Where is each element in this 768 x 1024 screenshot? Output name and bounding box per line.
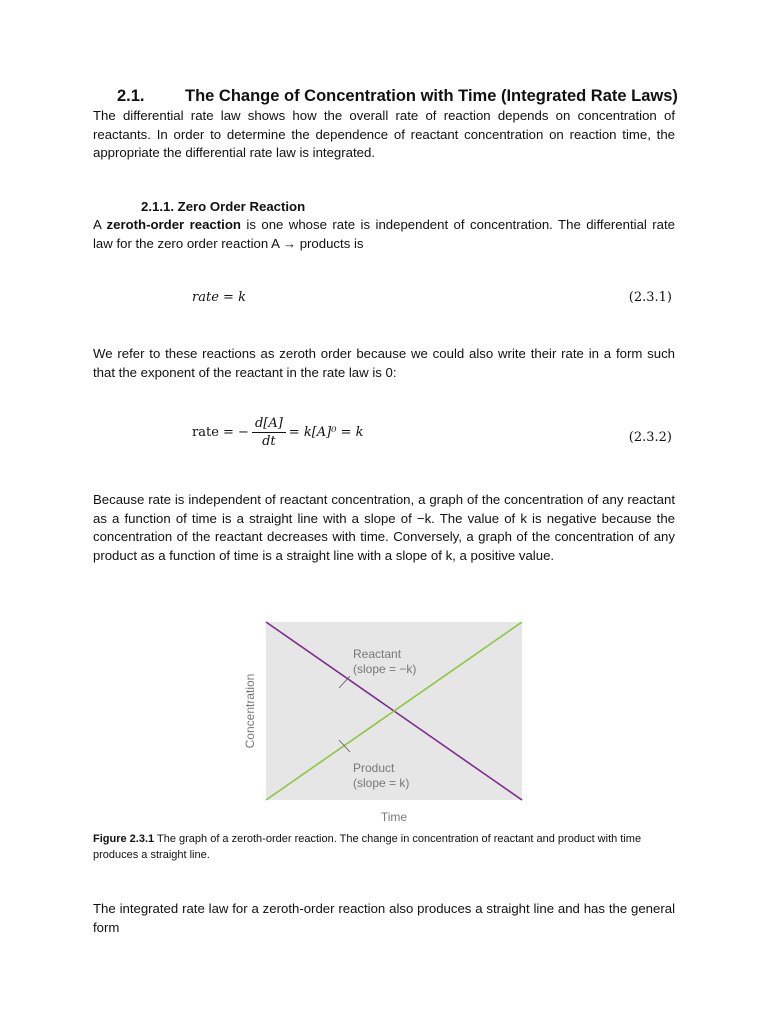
equation-2 — [192, 416, 363, 449]
section-heading — [117, 87, 678, 106]
zero-order-paragraph — [93, 216, 675, 253]
eq2-rhs: = k[A]⁰ = k — [288, 425, 364, 440]
zero-order-chart — [236, 612, 536, 827]
product-slope-label: (slope = k) — [353, 776, 410, 790]
para4-text: The integrated rate law for a zeroth-order reaction also produces a straight line and has the general form — [93, 901, 675, 935]
reactant-series-label: Reactant — [353, 647, 402, 661]
eq1-rhs: k — [238, 290, 246, 305]
intro-text: The differential rate law shows how the overall rate of reaction depends on concentration of reactants. In order to determine the dependence of reactant concentration on reaction time, the appropriate the differential rate law is integrated. — [93, 108, 675, 160]
figure-label: Figure 2.3.1 — [93, 833, 155, 845]
zeroth-order-term: zeroth-order reaction — [106, 217, 241, 232]
para1-start: A — [93, 217, 107, 232]
equation-1-number: (2.3.1) — [628, 290, 672, 305]
section-title: The Change of Concentration with Time (Integrated Rate Laws) — [185, 87, 678, 105]
graph-explanation — [93, 491, 675, 565]
para3-text: Because rate is independent of reactant concentration, a graph of the concentration of any reactant as a function of time is a straight line with a slope of −k. The value of k is negative because the concentration of the reactant decreases with time. Conversely, a graph of the concentration of any product as a function of time is a straight line with a slope of k, a positive value. — [93, 492, 675, 563]
caption-text: The graph of a zeroth-order reaction. The change in concentration of reactant and product with time produces a straight line. — [93, 833, 642, 861]
eq2-numerator: d[A] — [252, 416, 286, 433]
figure-caption — [93, 832, 675, 863]
para2-text: We refer to these reactions as zeroth order because we could also write their rate in a form such that the exponent of the reactant in the rate law is 0: — [93, 346, 675, 380]
equation-2-number: (2.3.2) — [628, 430, 672, 445]
integrated-rate-paragraph — [93, 900, 675, 937]
intro-paragraph — [93, 107, 675, 163]
zeroth-order-explanation — [93, 345, 675, 382]
eq2-fraction — [252, 416, 286, 449]
product-series-label: Product — [353, 761, 395, 775]
y-axis-label: Concentration — [243, 673, 257, 749]
eq1-equals: = — [223, 290, 234, 305]
eq2-lhs: rate = − — [192, 425, 249, 440]
para1-rest: is one whose rate is independent of concentration. The differential rate law for the zero order reaction A → products is — [93, 217, 675, 251]
eq2-denominator: dt — [262, 434, 276, 449]
section-number: 2.1. — [117, 87, 145, 105]
eq1-lhs: rate — [192, 290, 219, 305]
x-axis-label: Time — [380, 810, 408, 824]
equation-1 — [192, 290, 246, 305]
subsection-heading: 2.1.1. Zero Order Reaction — [141, 199, 306, 214]
reactant-slope-label: (slope = −k) — [353, 662, 417, 676]
